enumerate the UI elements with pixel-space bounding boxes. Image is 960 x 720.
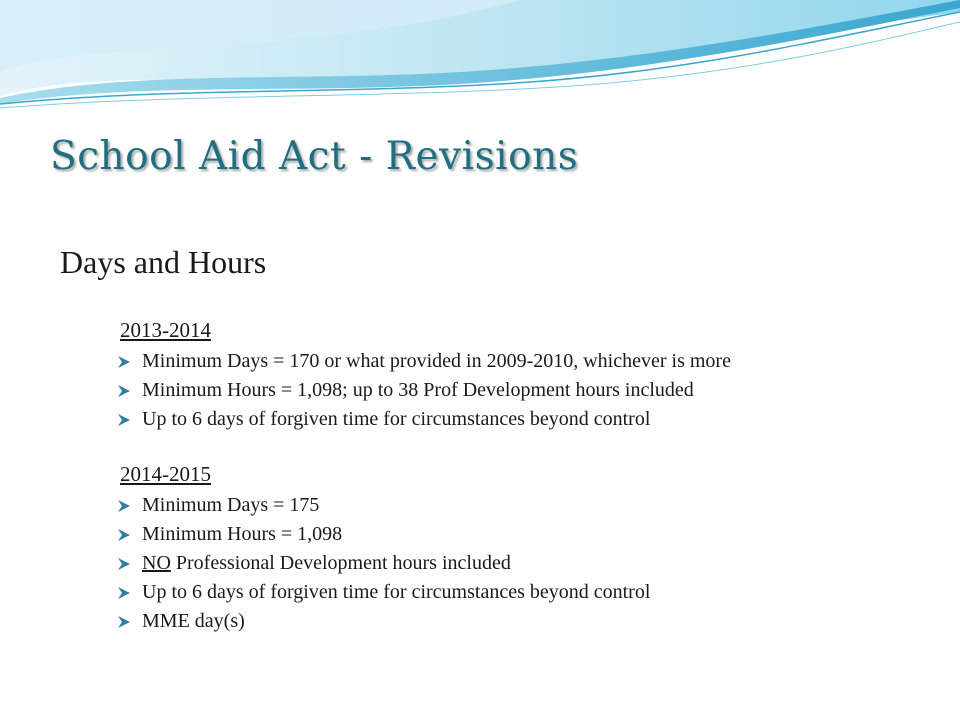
bullet-text: Minimum Hours = 1,098; up to 38 Prof Development hours included	[142, 379, 694, 401]
bullet-text: Up to 6 days of forgiven time for circumstances beyond control	[142, 581, 651, 603]
list-item	[116, 607, 650, 636]
slide-title: School Aid Act - Revisions	[50, 134, 579, 179]
list-item	[116, 376, 731, 405]
section-year: 2014-2015	[120, 462, 211, 486]
bullet-text: Minimum Days = 175	[142, 494, 320, 516]
list-item	[116, 491, 650, 520]
bullet-text: Minimum Hours = 1,098	[142, 523, 343, 545]
list-item	[116, 405, 731, 434]
emphasis-no: NO	[142, 552, 171, 574]
bullet-text: Minimum Days = 170 or what provided in 2009-2010, whichever is more	[142, 350, 731, 372]
list-item	[116, 520, 650, 549]
section-year: 2013-2014	[120, 318, 211, 342]
arrowhead-bullet-icon	[116, 412, 132, 428]
arrowhead-bullet-icon	[116, 498, 132, 514]
arrowhead-bullet-icon	[116, 556, 132, 572]
bullet-text: Up to 6 days of forgiven time for circumstances beyond control	[142, 408, 651, 430]
arrowhead-bullet-icon	[116, 614, 132, 630]
list-item	[116, 347, 731, 376]
arrowhead-bullet-icon	[116, 383, 132, 399]
header-wave-decoration	[0, 0, 960, 120]
bullet-text: Professional Development hours included	[170, 552, 511, 574]
slide-subtitle: Days and Hours	[60, 244, 267, 280]
section-2013-2014	[116, 318, 731, 434]
bullet-text: MME day(s)	[142, 610, 245, 632]
arrowhead-bullet-icon	[116, 585, 132, 601]
section-2014-2015	[116, 462, 650, 636]
list-item	[116, 549, 650, 578]
arrowhead-bullet-icon	[116, 354, 132, 370]
list-item	[116, 578, 650, 607]
arrowhead-bullet-icon	[116, 527, 132, 543]
